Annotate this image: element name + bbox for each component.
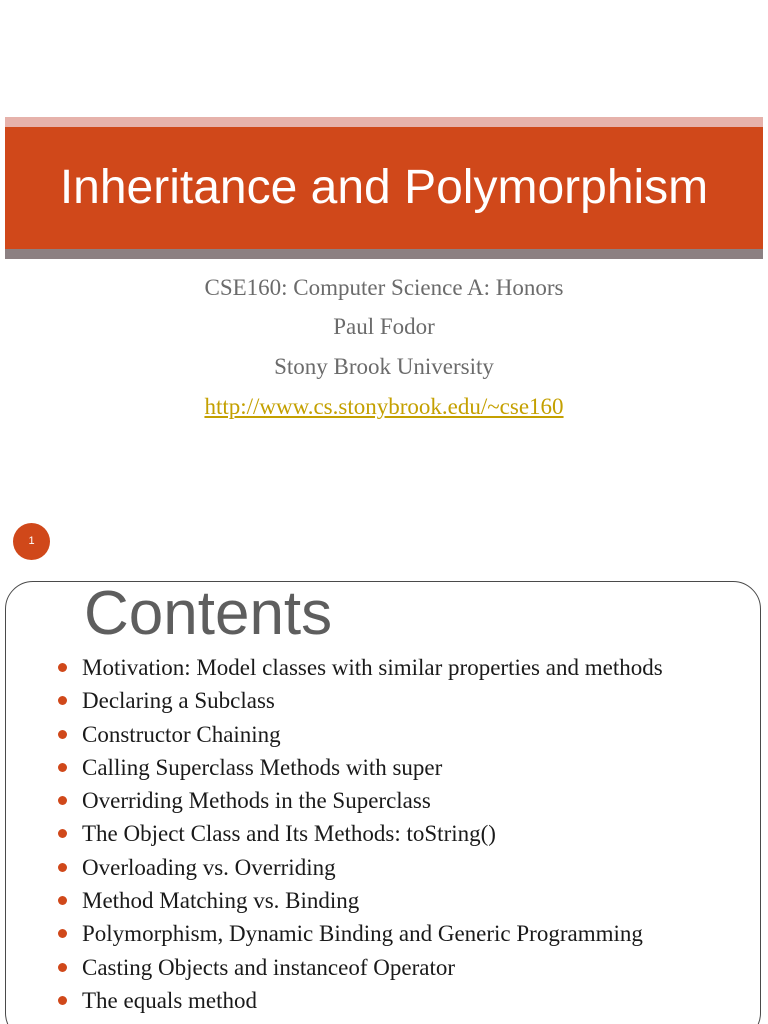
list-item [58,984,663,1017]
author-name: Paul Fodor [333,314,435,339]
bullet-icon [58,796,67,805]
list-item [58,917,663,950]
list-item [58,851,663,884]
bullet-icon [58,996,67,1005]
list-item-text: Motivation: Model classes with similar properties and methods [82,655,663,680]
list-item-text: The equals method [82,987,258,1013]
course-name: CSE160: Computer Science A: Honors [204,275,564,300]
list-item-text: Polymorphism, Dynamic Binding and Generic Programming [82,921,643,947]
bullet-icon [58,896,67,905]
list-item-text: Calling Superclass Methods with super [82,754,443,780]
title-band-bottom-stripe [5,249,763,259]
list-item-text: Method Matching vs. Binding [82,888,360,914]
list-item [58,884,663,917]
course-url-link[interactable]: http://www.cs.stonybrook.edu/~cse160 [204,394,564,419]
list-item [58,718,663,751]
list-item [58,817,663,850]
list-item-text: Overloading vs. Overriding [82,854,336,880]
university-name: Stony Brook University [274,354,494,379]
bullet-icon [58,863,67,872]
bullet-icon [58,763,67,772]
slide-number-badge: 1 [13,523,50,560]
list-item-text: Constructor Chaining [82,721,281,747]
list-item [58,751,663,784]
contents-list [58,651,663,1017]
list-item [58,784,663,817]
list-item [58,651,663,684]
bullet-icon [58,929,67,938]
bullet-icon [58,963,67,972]
title-band-top-stripe [5,117,763,127]
list-item-text: Casting Objects and instanceof Operator [82,954,455,980]
list-item-text: The Object Class and Its Methods: toString() [82,821,496,847]
list-item [58,951,663,984]
list-item-text: Overriding Methods in the Superclass [82,788,431,814]
bullet-icon [58,696,67,705]
bullet-icon [58,829,67,838]
contents-title: Contents [84,579,333,648]
list-item [58,684,663,717]
slide-title: Inheritance and Polymorphism [59,161,709,214]
bullet-icon [58,663,67,672]
list-item-text: Declaring a Subclass [82,688,275,714]
bullet-icon [58,730,67,739]
